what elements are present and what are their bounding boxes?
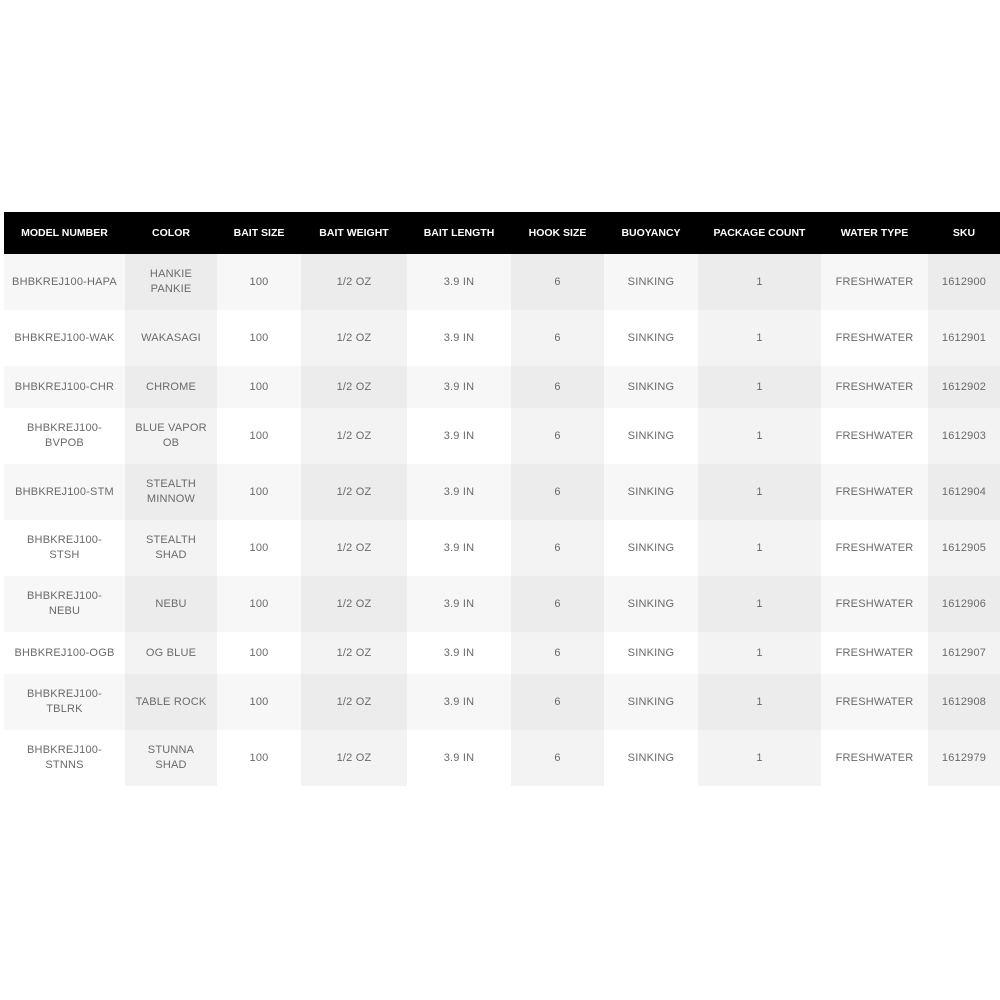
cell-sku: 1612979 — [928, 730, 1000, 786]
cell-model-number: BHBKREJ100-STSH — [4, 520, 125, 576]
cell-buoyancy: SINKING — [604, 674, 698, 730]
cell-bait-size: 100 — [217, 408, 301, 464]
cell-model-number: BHBKREJ100-STNNS — [4, 730, 125, 786]
cell-package-count: 1 — [698, 366, 821, 408]
cell-bait-length: 3.9 IN — [407, 408, 511, 464]
cell-hook-size: 6 — [511, 366, 604, 408]
cell-water-type: FRESHWATER — [821, 254, 928, 310]
header-package-count: PACKAGE COUNT — [698, 212, 821, 254]
table-row — [4, 674, 1000, 730]
cell-hook-size: 6 — [511, 254, 604, 310]
table-row — [4, 730, 1000, 786]
header-bait-weight: BAIT WEIGHT — [301, 212, 407, 254]
cell-sku: 1612907 — [928, 632, 1000, 674]
cell-bait-size: 100 — [217, 632, 301, 674]
cell-bait-weight: 1/2 OZ — [301, 464, 407, 520]
table-body — [4, 254, 1000, 786]
cell-buoyancy: SINKING — [604, 464, 698, 520]
cell-sku: 1612908 — [928, 674, 1000, 730]
cell-hook-size: 6 — [511, 464, 604, 520]
cell-package-count: 1 — [698, 730, 821, 786]
cell-package-count: 1 — [698, 310, 821, 366]
header-bait-size: BAIT SIZE — [217, 212, 301, 254]
cell-model-number: BHBKREJ100-TBLRK — [4, 674, 125, 730]
cell-water-type: FRESHWATER — [821, 310, 928, 366]
cell-bait-length: 3.9 IN — [407, 366, 511, 408]
cell-color: STEALTH MINNOW — [125, 464, 217, 520]
cell-water-type: FRESHWATER — [821, 674, 928, 730]
cell-buoyancy: SINKING — [604, 254, 698, 310]
cell-color: STEALTH SHAD — [125, 520, 217, 576]
cell-buoyancy: SINKING — [604, 366, 698, 408]
cell-water-type: FRESHWATER — [821, 576, 928, 632]
cell-bait-length: 3.9 IN — [407, 730, 511, 786]
cell-package-count: 1 — [698, 254, 821, 310]
cell-color: OG BLUE — [125, 632, 217, 674]
cell-buoyancy: SINKING — [604, 632, 698, 674]
spec-table — [4, 212, 1000, 786]
cell-bait-length: 3.9 IN — [407, 520, 511, 576]
cell-model-number: BHBKREJ100-HAPA — [4, 254, 125, 310]
cell-bait-weight: 1/2 OZ — [301, 520, 407, 576]
cell-color: HANKIE PANKIE — [125, 254, 217, 310]
cell-bait-size: 100 — [217, 520, 301, 576]
cell-color: TABLE ROCK — [125, 674, 217, 730]
cell-package-count: 1 — [698, 632, 821, 674]
cell-bait-weight: 1/2 OZ — [301, 632, 407, 674]
cell-bait-weight: 1/2 OZ — [301, 310, 407, 366]
cell-bait-size: 100 — [217, 464, 301, 520]
cell-bait-size: 100 — [217, 366, 301, 408]
table-row — [4, 408, 1000, 464]
header-hook-size: HOOK SIZE — [511, 212, 604, 254]
cell-color: STUNNA SHAD — [125, 730, 217, 786]
table-row — [4, 254, 1000, 310]
cell-model-number: BHBKREJ100-CHR — [4, 366, 125, 408]
cell-buoyancy: SINKING — [604, 408, 698, 464]
cell-bait-size: 100 — [217, 674, 301, 730]
cell-bait-weight: 1/2 OZ — [301, 408, 407, 464]
cell-package-count: 1 — [698, 464, 821, 520]
cell-sku: 1612903 — [928, 408, 1000, 464]
cell-bait-length: 3.9 IN — [407, 576, 511, 632]
cell-package-count: 1 — [698, 408, 821, 464]
cell-package-count: 1 — [698, 520, 821, 576]
cell-bait-length: 3.9 IN — [407, 464, 511, 520]
cell-buoyancy: SINKING — [604, 520, 698, 576]
cell-color: NEBU — [125, 576, 217, 632]
cell-bait-weight: 1/2 OZ — [301, 576, 407, 632]
cell-bait-length: 3.9 IN — [407, 632, 511, 674]
cell-bait-size: 100 — [217, 254, 301, 310]
cell-water-type: FRESHWATER — [821, 366, 928, 408]
table-row — [4, 520, 1000, 576]
cell-color: WAKASAGI — [125, 310, 217, 366]
cell-model-number: BHBKREJ100-WAK — [4, 310, 125, 366]
header-color: COLOR — [125, 212, 217, 254]
cell-bait-length: 3.9 IN — [407, 310, 511, 366]
cell-bait-length: 3.9 IN — [407, 674, 511, 730]
table-row — [4, 310, 1000, 366]
table-row — [4, 576, 1000, 632]
cell-model-number: BHBKREJ100-BVPOB — [4, 408, 125, 464]
cell-model-number: BHBKREJ100-STM — [4, 464, 125, 520]
cell-hook-size: 6 — [511, 576, 604, 632]
cell-sku: 1612900 — [928, 254, 1000, 310]
header-bait-length: BAIT LENGTH — [407, 212, 511, 254]
cell-hook-size: 6 — [511, 730, 604, 786]
cell-model-number: BHBKREJ100-NEBU — [4, 576, 125, 632]
header-model-number: MODEL NUMBER — [4, 212, 125, 254]
cell-sku: 1612905 — [928, 520, 1000, 576]
cell-hook-size: 6 — [511, 674, 604, 730]
cell-buoyancy: SINKING — [604, 730, 698, 786]
cell-bait-size: 100 — [217, 576, 301, 632]
cell-bait-length: 3.9 IN — [407, 254, 511, 310]
cell-bait-weight: 1/2 OZ — [301, 254, 407, 310]
cell-hook-size: 6 — [511, 310, 604, 366]
table-header-row — [4, 212, 1000, 254]
cell-bait-size: 100 — [217, 730, 301, 786]
header-buoyancy: BUOYANCY — [604, 212, 698, 254]
header-sku: SKU — [928, 212, 1000, 254]
cell-sku: 1612906 — [928, 576, 1000, 632]
cell-sku: 1612904 — [928, 464, 1000, 520]
table-row — [4, 366, 1000, 408]
cell-package-count: 1 — [698, 674, 821, 730]
cell-color: BLUE VAPOR OB — [125, 408, 217, 464]
cell-model-number: BHBKREJ100-OGB — [4, 632, 125, 674]
cell-bait-size: 100 — [217, 310, 301, 366]
cell-water-type: FRESHWATER — [821, 408, 928, 464]
cell-package-count: 1 — [698, 576, 821, 632]
cell-water-type: FRESHWATER — [821, 464, 928, 520]
cell-hook-size: 6 — [511, 520, 604, 576]
cell-bait-weight: 1/2 OZ — [301, 366, 407, 408]
table-row — [4, 464, 1000, 520]
cell-water-type: FRESHWATER — [821, 520, 928, 576]
cell-buoyancy: SINKING — [604, 576, 698, 632]
cell-color: CHROME — [125, 366, 217, 408]
cell-buoyancy: SINKING — [604, 310, 698, 366]
cell-water-type: FRESHWATER — [821, 632, 928, 674]
cell-hook-size: 6 — [511, 632, 604, 674]
cell-bait-weight: 1/2 OZ — [301, 674, 407, 730]
table-row — [4, 632, 1000, 674]
cell-bait-weight: 1/2 OZ — [301, 730, 407, 786]
cell-sku: 1612901 — [928, 310, 1000, 366]
cell-water-type: FRESHWATER — [821, 730, 928, 786]
cell-sku: 1612902 — [928, 366, 1000, 408]
cell-hook-size: 6 — [511, 408, 604, 464]
header-water-type: WATER TYPE — [821, 212, 928, 254]
